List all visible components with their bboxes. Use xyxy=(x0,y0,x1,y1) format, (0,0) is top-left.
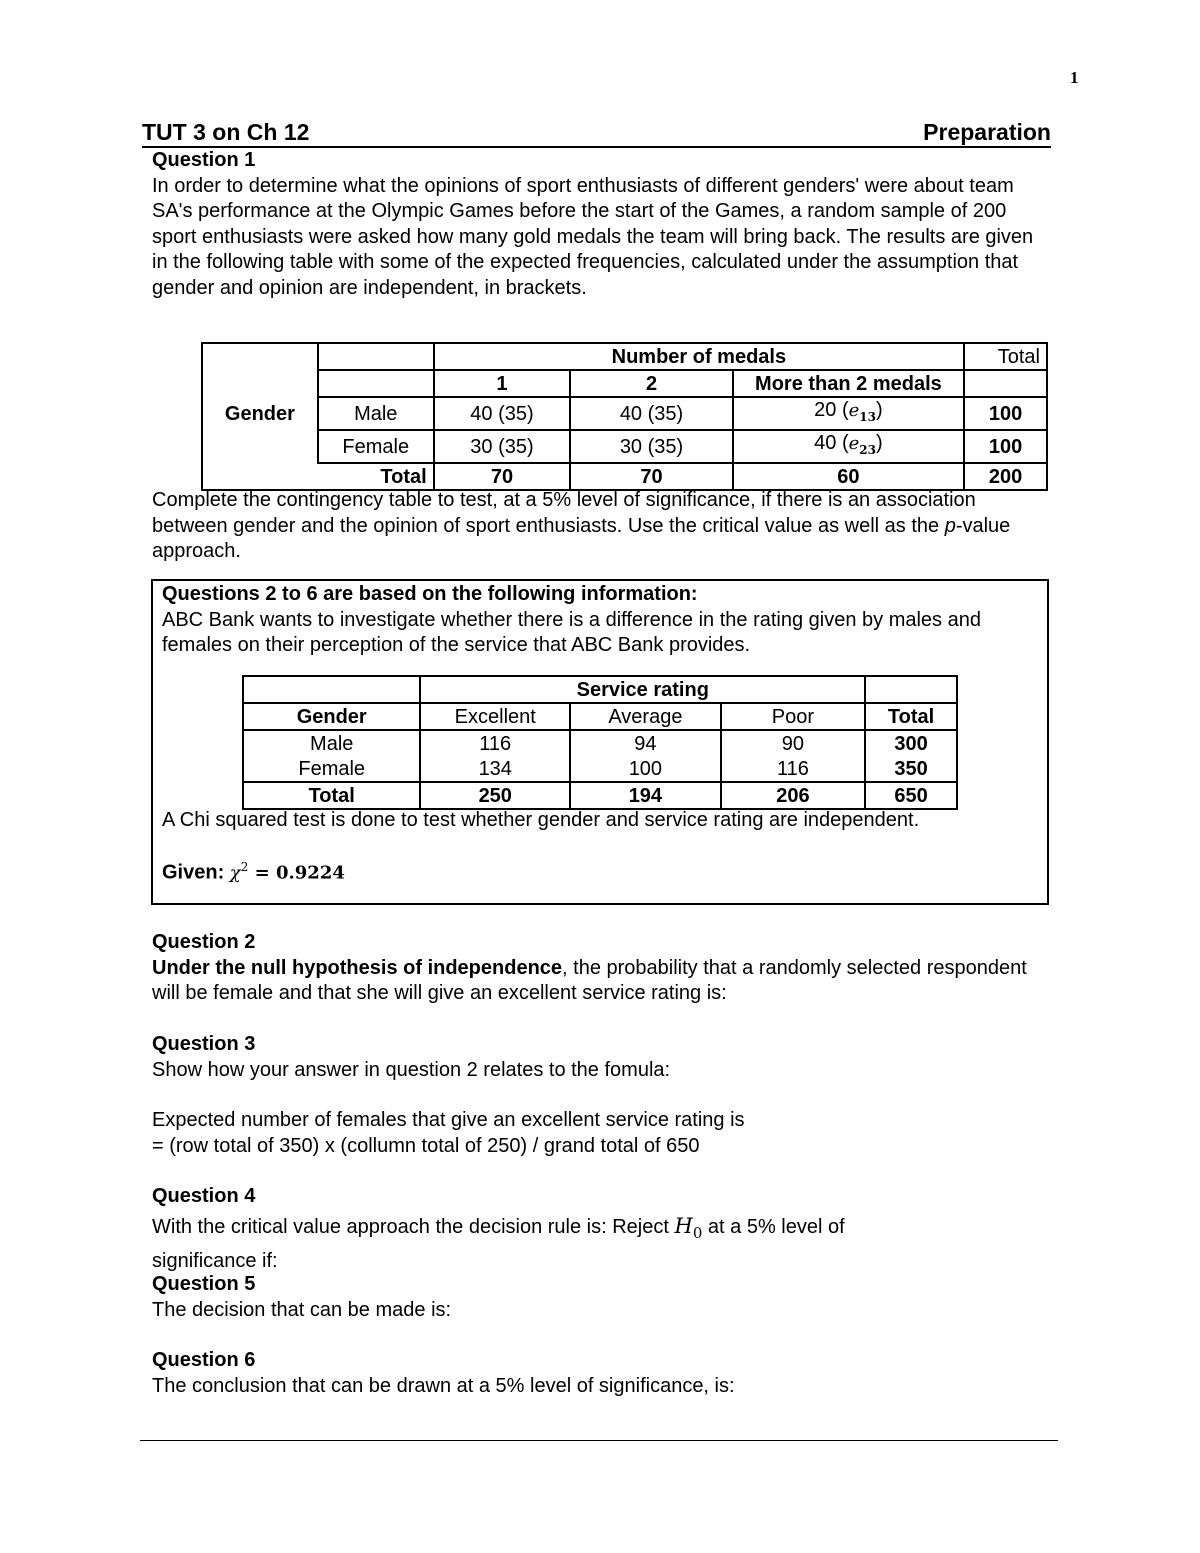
info-text xyxy=(162,582,1042,659)
question-3 xyxy=(152,1032,1042,1159)
chi-value: = 0.9224 xyxy=(248,862,345,884)
male-label: Male xyxy=(243,730,420,756)
total-1: 70 xyxy=(434,463,571,490)
info-description: ABC Bank wants to investigate whether there is a difference in the rating given by males and females on their perception of the service that ABC Bank provides. xyxy=(162,608,981,656)
total-header: Total xyxy=(865,703,957,730)
question-1 xyxy=(152,148,1042,301)
e23-symbol: e xyxy=(848,433,860,454)
question-6-text: The conclusion that can be drawn at a 5% level of significance, is: xyxy=(152,1374,735,1397)
given-statistic xyxy=(162,855,1042,886)
question-4-text: With the critical value approach the decision rule is: Reject xyxy=(152,1215,675,1238)
female-2: 30 (35) xyxy=(570,430,732,463)
chi-symbol: χ xyxy=(229,862,241,884)
grand-total: 650 xyxy=(865,782,957,809)
footer-divider xyxy=(140,1440,1058,1441)
medals-contingency-table xyxy=(201,342,1048,491)
female-total: 100 xyxy=(964,430,1047,463)
question-6 xyxy=(152,1348,1042,1399)
male-total: 300 xyxy=(865,730,957,756)
table-cell xyxy=(318,370,434,397)
table-row xyxy=(202,343,1047,370)
question-3-line-3: = (row total of 350) x (collumn total of 250) / grand total of 650 xyxy=(152,1134,700,1157)
question-3-line-2: Expected number of females that give an excellent service rating is xyxy=(152,1109,745,1131)
total-excellent: 250 xyxy=(420,782,570,809)
male-2: 40 (35) xyxy=(570,397,732,430)
question-1-title: Question 1 xyxy=(152,149,256,171)
female-label: Female xyxy=(243,756,420,782)
table-cell xyxy=(964,370,1047,397)
chi-superscript: 2 xyxy=(240,860,249,874)
table-row xyxy=(202,397,1047,430)
question-4-text-end: at a 5% level of xyxy=(702,1215,845,1238)
question-3-line-1: Show how your answer in question 2 relates to the fomula: xyxy=(152,1058,671,1081)
e13-subscript: 13 xyxy=(859,410,876,424)
poor-header: Poor xyxy=(721,703,865,730)
table-row xyxy=(243,676,957,703)
chi-description: A Chi squared test is done to test whether gender and service rating are independent. xyxy=(162,809,920,831)
medals-col-2: 2 xyxy=(570,370,732,397)
female-excellent: 134 xyxy=(420,756,570,782)
female-1: 30 (35) xyxy=(434,430,571,463)
female-poor: 116 xyxy=(721,756,865,782)
question-2-text: , the probability that a randomly selected respondent will be female and that she will give an excellent service rating is: xyxy=(152,956,1027,1004)
total-label: Total xyxy=(243,782,420,809)
table-cell xyxy=(202,370,318,397)
question-6-title: Question 6 xyxy=(152,1349,256,1371)
table-row xyxy=(202,370,1047,397)
male-excellent: 116 xyxy=(420,730,570,756)
table-row xyxy=(202,430,1047,463)
female-total: 350 xyxy=(865,756,957,782)
e23-subscript: 23 xyxy=(859,443,876,457)
table-row xyxy=(243,730,957,756)
question-1-instruction xyxy=(152,488,1042,565)
service-rating-header: Service rating xyxy=(420,676,865,703)
male-label: Male xyxy=(318,397,434,430)
medals-col-3: More than 2 medals xyxy=(733,370,964,397)
excellent-header: Excellent xyxy=(420,703,570,730)
total-2: 70 xyxy=(570,463,732,490)
table-row xyxy=(202,463,1047,490)
male-average: 94 xyxy=(570,730,721,756)
female-3 xyxy=(733,430,964,463)
male-3-close: ) xyxy=(875,399,883,421)
female-3-text: 40 ( xyxy=(814,432,849,454)
average-header: Average xyxy=(570,703,721,730)
service-rating-table xyxy=(242,675,958,810)
instruction-text: Complete the contingency table to test, at a 5% level of significance, if there is an association between gender and the opinion of sport enthusiasts. Use the critical value as well as the xyxy=(152,489,976,537)
table-row xyxy=(243,756,957,782)
chi-squared-text xyxy=(162,808,1042,834)
question-4-title: Question 4 xyxy=(152,1185,256,1207)
table-row xyxy=(243,703,957,730)
total-3: 60 xyxy=(733,463,964,490)
question-1-intro: In order to determine what the opinions of sport enthusiasts of different genders' were about team SA's performance at the Olympic Games before the start of the Games, a random sample of 200 sport enthusiasts were asked how many gold medals the team will bring back. The results are given in the following table with some of the expected frequencies, calculated under the assumption that gender and opinion are independent, in brackets. xyxy=(152,174,1034,299)
female-average: 100 xyxy=(570,756,721,782)
info-title: Questions 2 to 6 are based on the following information: xyxy=(162,583,698,605)
gender-header: Gender xyxy=(243,703,420,730)
null-hypothesis-bold: Under the null hypothesis of independence xyxy=(152,956,563,979)
table-cell xyxy=(202,430,318,463)
table-cell xyxy=(318,343,434,370)
male-3-text: 20 ( xyxy=(814,399,849,421)
total-poor: 206 xyxy=(721,782,865,809)
question-3-title: Question 3 xyxy=(152,1033,256,1055)
header-section: Preparation xyxy=(923,119,1051,145)
h0-symbol: H xyxy=(674,1213,693,1238)
h0-subscript: 0 xyxy=(692,1223,703,1242)
question-4 xyxy=(152,1184,1042,1274)
instruction-end: -value approach. xyxy=(152,514,1011,562)
question-4-line-2: significance if: xyxy=(152,1249,278,1272)
number-of-medals-header: Number of medals xyxy=(434,343,964,370)
male-total: 100 xyxy=(964,397,1047,430)
male-3 xyxy=(733,397,964,430)
question-5 xyxy=(152,1272,1042,1323)
page-header xyxy=(142,116,1051,148)
medals-col-1: 1 xyxy=(434,370,571,397)
table-row xyxy=(243,782,957,809)
male-poor: 90 xyxy=(721,730,865,756)
gender-label: Gender xyxy=(202,397,318,430)
e13-symbol: e xyxy=(848,400,860,421)
header-title: TUT 3 on Ch 12 xyxy=(142,119,310,145)
question-5-text: The decision that can be made is: xyxy=(152,1298,452,1321)
question-5-title: Question 5 xyxy=(152,1273,256,1295)
p-symbol: p xyxy=(944,514,956,537)
question-2-title: Question 2 xyxy=(152,931,256,953)
given-label: Given: xyxy=(162,861,230,884)
total-header: Total xyxy=(964,343,1047,370)
female-3-close: ) xyxy=(875,432,883,454)
question-2 xyxy=(152,930,1042,1007)
total-average: 194 xyxy=(570,782,721,809)
table-cell xyxy=(243,676,420,703)
total-label: Total xyxy=(202,463,434,490)
page-number: 1 xyxy=(1070,68,1079,87)
male-1: 40 (35) xyxy=(434,397,571,430)
table-cell xyxy=(865,676,957,703)
grand-total: 200 xyxy=(964,463,1047,490)
female-label: Female xyxy=(318,430,434,463)
table-cell xyxy=(202,343,318,370)
